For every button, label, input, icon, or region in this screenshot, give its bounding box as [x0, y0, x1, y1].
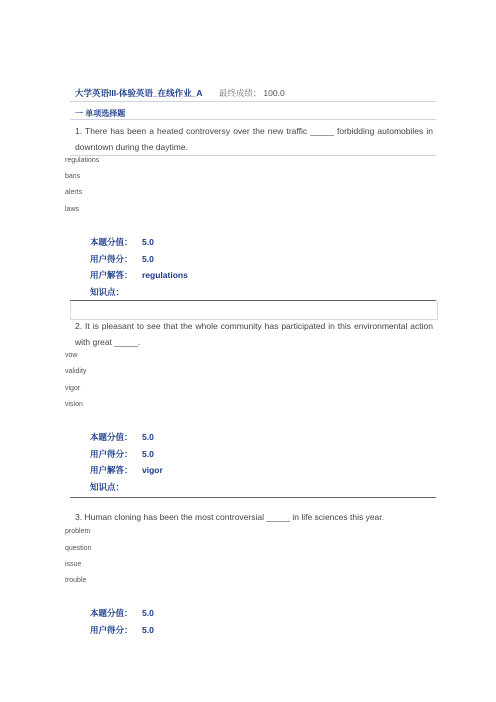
- knowledge-label: 知识点：: [90, 482, 125, 492]
- final-score-label: 最终成绩：: [218, 88, 262, 98]
- option[interactable]: question: [65, 545, 92, 552]
- option[interactable]: regulations: [65, 157, 100, 164]
- user-score-label: 用户得分：: [90, 254, 133, 264]
- points-value: 5.0: [142, 432, 154, 442]
- answer-value: vigor: [142, 465, 163, 475]
- knowledge-row: [90, 481, 142, 493]
- answer-label: 用户解答：: [90, 465, 133, 475]
- points-row: [90, 607, 154, 619]
- option[interactable]: alerts: [65, 189, 83, 196]
- option[interactable]: validity: [65, 368, 87, 375]
- divider: [70, 155, 436, 156]
- points-label: 本题分值：: [90, 608, 133, 618]
- section-heading: 一 单项选择题: [75, 109, 126, 118]
- option[interactable]: trouble: [65, 577, 87, 584]
- points-label: 本题分值：: [90, 432, 133, 442]
- points-row: [90, 236, 154, 248]
- answer-row: [90, 464, 163, 476]
- divider: [70, 101, 436, 102]
- option[interactable]: laws: [65, 206, 80, 213]
- points-value: 5.0: [142, 237, 154, 247]
- question-text: 1. There has been a heated controversy over the new traffic _____ forbidding automobiles in downtown during the daytime.: [75, 126, 433, 152]
- divider: [70, 119, 436, 120]
- final-score-value: 100.0: [263, 88, 285, 98]
- user-score-value: 5.0: [142, 449, 154, 459]
- user-score-value: 5.0: [142, 625, 154, 635]
- knowledge-row: [90, 286, 142, 298]
- user-score-row: [90, 253, 154, 265]
- points-label: 本题分值：: [90, 237, 133, 247]
- user-score-label: 用户得分：: [90, 625, 133, 635]
- question-text: 3. Human cloning has been the most controversial _____ in life sciences this year.: [75, 512, 385, 522]
- points-row: [90, 431, 154, 443]
- option[interactable]: vigor: [65, 385, 81, 392]
- user-score-row: [90, 448, 154, 460]
- option[interactable]: vow: [65, 352, 78, 359]
- option[interactable]: vision: [65, 401, 83, 408]
- answer-value: regulations: [142, 270, 188, 280]
- option[interactable]: issue: [65, 561, 82, 568]
- question-text: 2. It is pleasant to see that the whole community has participated in this environmental action with great _____.: [75, 321, 433, 347]
- user-score-value: 5.0: [142, 254, 154, 264]
- option[interactable]: problem: [65, 528, 91, 535]
- points-value: 5.0: [142, 608, 154, 618]
- user-score-row: [90, 624, 154, 636]
- knowledge-label: 知识点：: [90, 287, 125, 297]
- answer-row: [90, 269, 188, 281]
- option[interactable]: bans: [65, 173, 81, 180]
- user-score-label: 用户得分：: [90, 449, 133, 459]
- page-title: 大学英语III-体验英语_在线作业_A: [75, 88, 203, 98]
- title-row: [75, 87, 285, 99]
- divider: [70, 497, 436, 498]
- answer-label: 用户解答：: [90, 270, 133, 280]
